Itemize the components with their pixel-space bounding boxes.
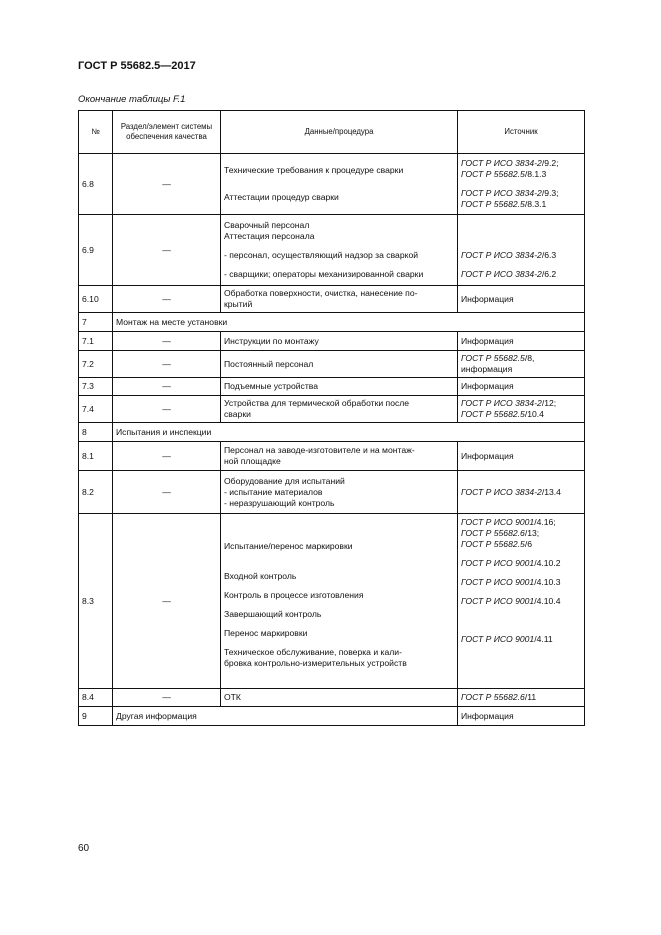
table-row (79, 471, 585, 514)
table-row (79, 514, 585, 689)
source-ref: ГОСТ Р 55682.6/13; (461, 528, 540, 538)
row-data (221, 514, 458, 689)
table-row (79, 707, 585, 726)
row-source (458, 514, 585, 689)
row-number: 7 (79, 313, 113, 332)
row-number: 7.3 (79, 378, 113, 396)
row-section: — (113, 514, 221, 689)
row-data: Подъемные устройства (221, 378, 458, 396)
row-number: 8.4 (79, 689, 113, 707)
row-data: ОТК (221, 689, 458, 707)
row-number: 9 (79, 707, 113, 726)
data-line: Аттестации процедур сварки (224, 192, 339, 202)
row-source: Информация (458, 332, 585, 351)
table-row (79, 332, 585, 351)
row-source (458, 471, 585, 514)
data-line: Персонал на заводе-изготовителе и на монтаж- (224, 445, 415, 455)
source-ref: ГОСТ Р ИСО 3834-2/9.3; (461, 188, 559, 198)
source-ref: ГОСТ Р ИСО 3834-2/12; (461, 398, 557, 408)
source-ref: ГОСТ Р ИСО 3834-2/9.2; (461, 158, 559, 168)
source-ref: ГОСТ Р 55682.5/8.1.3 (461, 169, 547, 179)
row-section: — (113, 215, 221, 286)
row-section-title: Другая информация (113, 707, 458, 726)
column-header-section: Раздел/элемент системы обеспечения качества (113, 111, 221, 154)
row-section: — (113, 378, 221, 396)
page-number: 60 (78, 843, 90, 854)
source-ref: ГОСТ Р ИСО 3834-2/13.4 (461, 486, 561, 497)
row-data (221, 396, 458, 423)
row-section: — (113, 154, 221, 215)
table-row (79, 154, 585, 215)
source-ref: ГОСТ Р ИСО 9001/4.10.3 (461, 577, 561, 587)
data-line: Техническое обслуживание, поверка и кали- (224, 647, 402, 657)
data-line: Контроль в процессе изготовления (224, 590, 364, 600)
source-ref: ГОСТ Р 55682.5/6 (461, 539, 532, 549)
row-section: — (113, 351, 221, 378)
row-source: Информация (458, 707, 585, 726)
row-source (458, 396, 585, 423)
row-number: 8.2 (79, 471, 113, 514)
data-line: ной площадке (224, 456, 281, 466)
row-section: — (113, 286, 221, 313)
table-row (79, 215, 585, 286)
row-number: 7.2 (79, 351, 113, 378)
source-ref: ГОСТ Р ИСО 9001/4.10.4 (461, 596, 561, 606)
row-source (458, 689, 585, 707)
row-section: — (113, 332, 221, 351)
row-source (458, 154, 585, 215)
table-row (79, 689, 585, 707)
source-ref: ГОСТ Р ИСО 3834-2/6.3 (461, 250, 557, 260)
row-number: 6.10 (79, 286, 113, 313)
row-data (221, 442, 458, 471)
table-row (79, 396, 585, 423)
data-line: Сварочный персонал (224, 220, 310, 230)
row-section-title: Испытания и инспекции (113, 423, 585, 442)
data-line: Перенос маркировки (224, 628, 308, 638)
row-section: — (113, 689, 221, 707)
table-f1 (78, 110, 585, 726)
data-line: бровка контрольно-измерительных устройств (224, 658, 407, 668)
source-ref: ГОСТ Р 55682.5/8, (461, 353, 535, 363)
source-ref: ГОСТ Р ИСО 3834-2/6.2 (461, 269, 557, 279)
table-row (79, 423, 585, 442)
row-section: — (113, 471, 221, 514)
row-number: 8.1 (79, 442, 113, 471)
table-row (79, 286, 585, 313)
data-line: Завершающий контроль (224, 609, 322, 619)
column-header-source: Источник (458, 111, 585, 154)
data-line: сварки (224, 409, 251, 419)
row-source: Информация (458, 378, 585, 396)
data-line: Входной контроль (224, 571, 297, 581)
row-source: Информация (458, 286, 585, 313)
data-line: Оборудование для испытаний (224, 475, 345, 486)
data-line: - неразрушающий контроль (224, 497, 335, 508)
row-data (221, 471, 458, 514)
data-line: - персонал, осуществляющий надзор за сваркой (224, 250, 419, 260)
column-header-number: № (79, 111, 113, 154)
table-row (79, 442, 585, 471)
row-data (221, 154, 458, 215)
row-source (458, 351, 585, 378)
data-line: Испытание/перенос маркировки (224, 541, 353, 551)
row-number: 6.9 (79, 215, 113, 286)
column-header-data: Данные/процедура (221, 111, 458, 154)
data-line: Технические требования к процедуре сварки (224, 165, 404, 175)
source-ref: ГОСТ Р 55682.6/11 (461, 692, 537, 702)
data-line: Устройства для термической обработки после (224, 398, 410, 408)
table-row (79, 313, 585, 332)
row-data (221, 286, 458, 313)
row-data (221, 215, 458, 286)
row-number: 7.1 (79, 332, 113, 351)
row-number: 8 (79, 423, 113, 442)
document-code: ГОСТ Р 55682.5—2017 (78, 60, 196, 72)
source-ref: ГОСТ Р ИСО 9001/4.16; (461, 517, 556, 527)
row-number: 8.3 (79, 514, 113, 689)
row-section: — (113, 442, 221, 471)
row-source: Информация (458, 442, 585, 471)
row-number: 6.8 (79, 154, 113, 215)
source-ref: ГОСТ Р 55682.5/10.4 (461, 409, 544, 419)
row-source (458, 215, 585, 286)
data-line: - сварщики; операторы механизированной сварки (224, 269, 424, 279)
row-section: — (113, 396, 221, 423)
row-data: Постоянный персонал (221, 351, 458, 378)
data-line: Обработка поверхности, очистка, нанесение по- (224, 288, 418, 298)
table-row (79, 378, 585, 396)
row-section-title: Монтаж на месте установки (113, 313, 585, 332)
table-row (79, 351, 585, 378)
table-header-row (79, 111, 585, 154)
source-ref: ГОСТ Р ИСО 9001/4.10.2 (461, 558, 561, 568)
row-data: Инструкции по монтажу (221, 332, 458, 351)
source-ref: ГОСТ Р ИСО 9001/4.11 (461, 634, 553, 644)
data-line: - испытание материалов (224, 486, 323, 497)
row-number: 7.4 (79, 396, 113, 423)
source-ref: ГОСТ Р 55682.5/8.3.1 (461, 199, 547, 209)
data-line: Аттестация персонала (224, 231, 315, 241)
source-ref: информация (461, 364, 513, 374)
table-caption: Окончание таблицы F.1 (78, 94, 186, 105)
data-line: крытий (224, 299, 253, 309)
